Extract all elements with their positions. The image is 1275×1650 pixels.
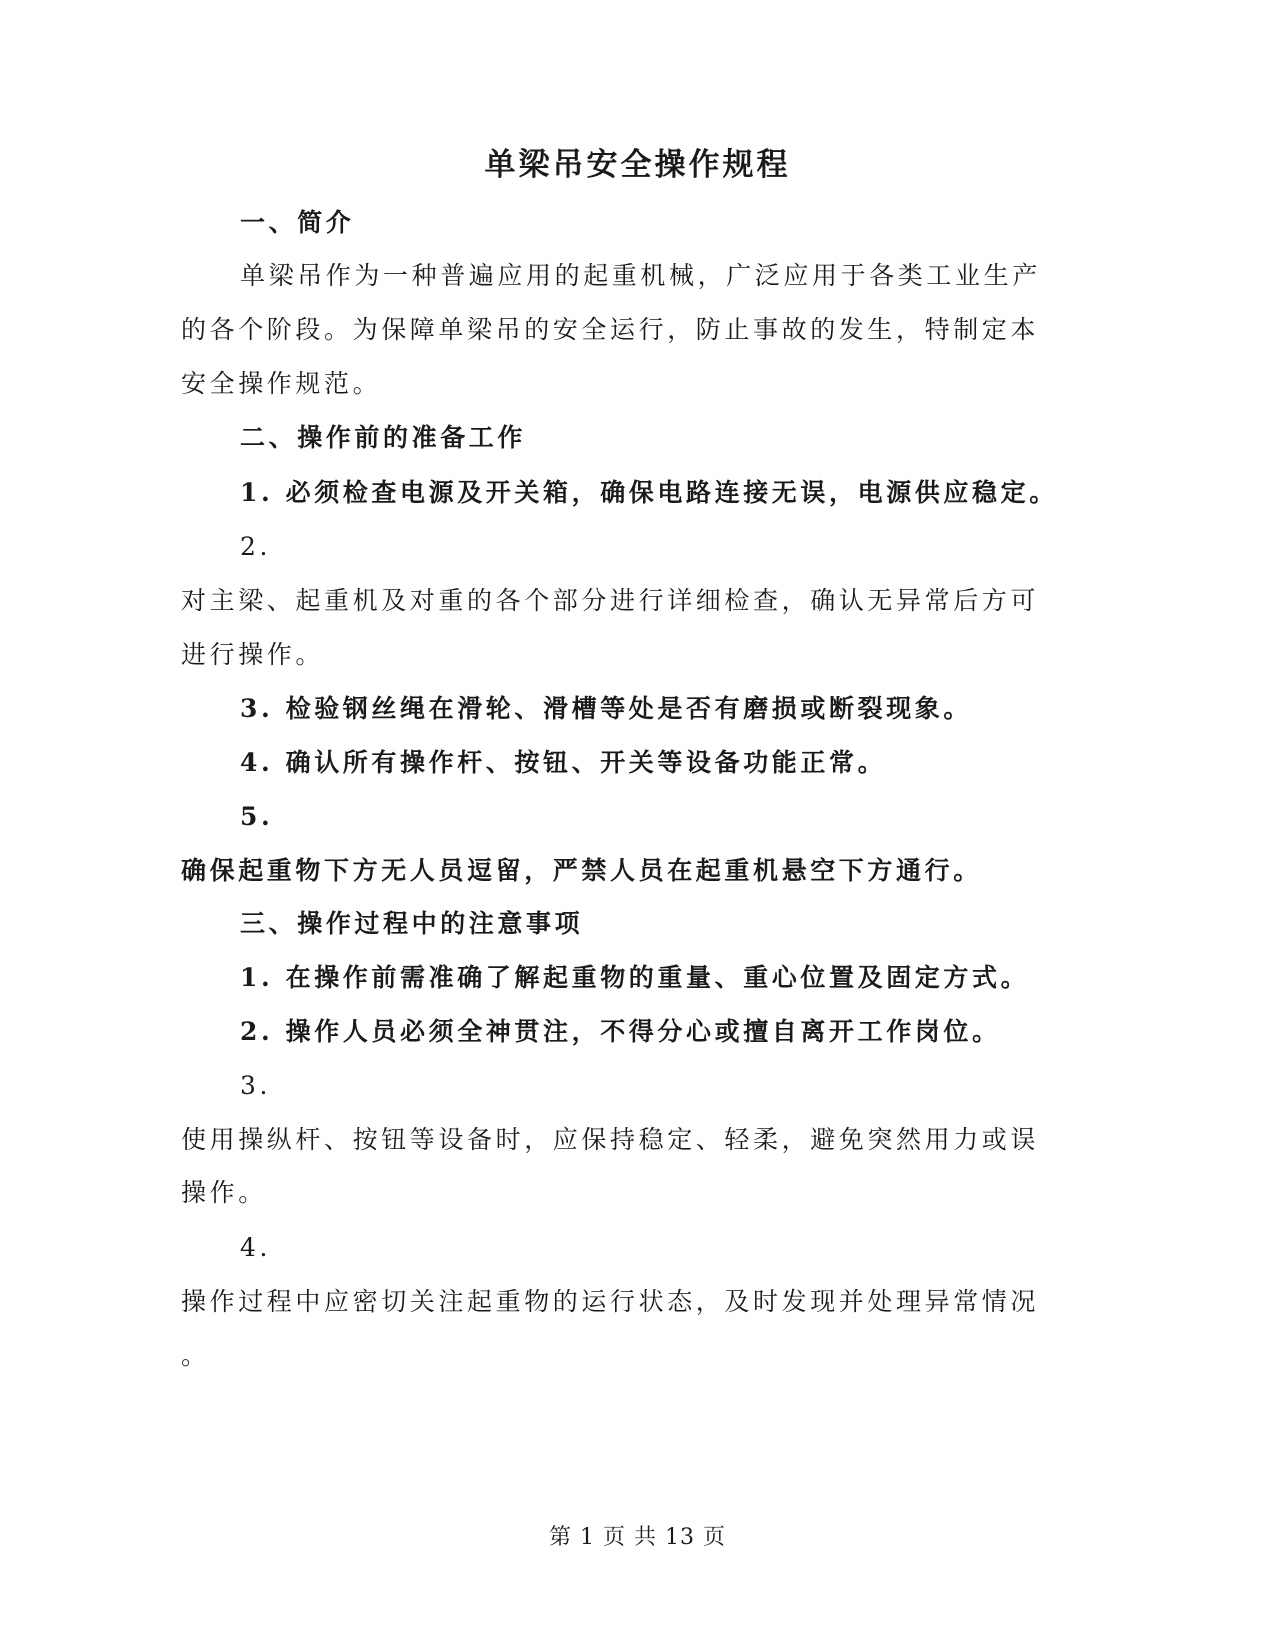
list-item-number: 4. <box>240 1233 272 1262</box>
paragraph-line: 单梁吊作为一种普遍应用的起重机械，广泛应用于各类工业生产 <box>240 261 1041 290</box>
list-item: 1. 在操作前需准确了解起重物的重量、重心位置及固定方式。 <box>240 963 1030 992</box>
section-heading-intro: 一、简介 <box>240 208 355 237</box>
paragraph-line: 使用操纵杆、按钮等设备时，应保持稳定、轻柔，避免突然用力或误 <box>181 1125 1040 1154</box>
paragraph-line: 安全操作规范。 <box>181 369 382 398</box>
paragraph-line: 操作过程中应密切关注起重物的运行状态，及时发现并处理异常情况 <box>181 1287 1040 1316</box>
paragraph-line: 。 <box>181 1341 210 1370</box>
paragraph-line: 确保起重物下方无人员逗留，严禁人员在起重机悬空下方通行。 <box>181 856 982 885</box>
list-item: 4. 确认所有操作杆、按钮、开关等设备功能正常。 <box>240 748 887 777</box>
list-item-number: 3. <box>240 1071 272 1100</box>
paragraph-line: 操作。 <box>181 1178 267 1207</box>
paragraph-line: 的各个阶段。为保障单梁吊的安全运行，防止事故的发生，特制定本 <box>181 315 1040 344</box>
list-item: 2. 操作人员必须全神贯注，不得分心或擅自离开工作岗位。 <box>240 1017 1001 1046</box>
list-item: 1. 必须检查电源及开关箱，确保电路连接无误，电源供应稳定。 <box>240 478 1058 507</box>
section-heading-preparation: 二、操作前的准备工作 <box>240 423 527 452</box>
list-item-number: 2. <box>240 532 272 561</box>
document-title: 单梁吊安全操作规程 <box>484 147 791 183</box>
page-footer: 第 1 页 共 13 页 <box>549 1525 726 1550</box>
list-item-number: 5. <box>240 802 274 831</box>
section-heading-precautions: 三、操作过程中的注意事项 <box>240 909 584 938</box>
paragraph-line: 对主梁、起重机及对重的各个部分进行详细检查，确认无异常后方可 <box>181 586 1040 615</box>
list-item: 3. 检验钢丝绳在滑轮、滑槽等处是否有磨损或断裂现象。 <box>240 694 973 723</box>
paragraph-line: 进行操作。 <box>181 640 325 669</box>
